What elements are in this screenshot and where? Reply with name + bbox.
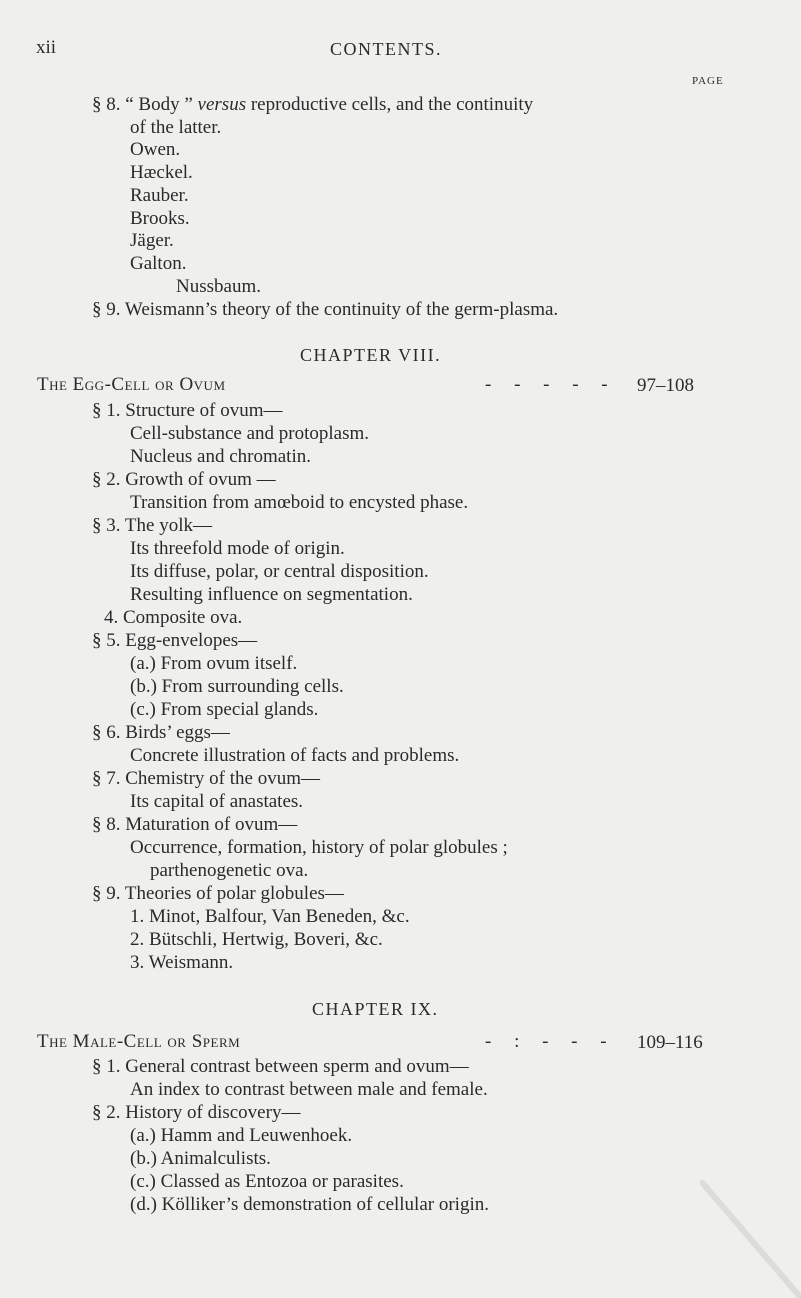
- dot-leader: - : - - -: [485, 1031, 607, 1052]
- section-entry: [92, 516, 212, 535]
- section-entry: [92, 769, 320, 788]
- section-title-rest: reproductive cells, and the continuity: [250, 94, 534, 115]
- section-title: General contrast between sperm and ovum—: [125, 1056, 469, 1077]
- section-entry: [92, 631, 257, 650]
- subsection-item: Nucleus and chromatin.: [130, 446, 311, 467]
- section-title-quote: “ Body ”: [125, 94, 193, 115]
- section-entry: [92, 300, 558, 319]
- section-number: § 7.: [92, 768, 121, 789]
- page-number: xii: [36, 37, 57, 58]
- section-entry: [92, 95, 533, 114]
- subsection-item: (b.) From surrounding cells.: [130, 676, 344, 697]
- section-title: Egg-envelopes—: [125, 630, 258, 651]
- section-title: History of discovery—: [125, 1102, 301, 1123]
- name-item: Jäger.: [130, 230, 174, 251]
- section-entry: [92, 723, 230, 742]
- section-entry: [92, 470, 276, 489]
- section-number: § 1.: [92, 400, 121, 421]
- section-entry: [92, 884, 344, 903]
- subsection-item: An index to contrast between male and female.: [130, 1079, 488, 1100]
- subsection-item: parthenogenetic ova.: [150, 860, 309, 881]
- section-number: § 6.: [92, 722, 121, 743]
- subsection-item: (b.) Animalculists.: [130, 1148, 271, 1169]
- section-number: § 3.: [92, 515, 121, 536]
- section-title: Theories of polar globules—: [124, 883, 344, 904]
- section-continuation: of the latter.: [130, 117, 222, 138]
- chapter-title: The Male-Cell or Sperm: [37, 1031, 241, 1052]
- subsection-item: (d.) Kölliker’s demonstration of cellular origin.: [130, 1194, 489, 1215]
- section-number: § 5.: [92, 630, 121, 651]
- name-item: Hæckel.: [130, 162, 193, 183]
- section-title: Structure of ovum—: [125, 400, 283, 421]
- name-item: Owen.: [130, 139, 181, 160]
- subsection-item: (a.) From ovum itself.: [130, 653, 298, 674]
- chapter-heading: CHAPTER IX.: [312, 999, 439, 1019]
- section-number: § 8.: [92, 94, 121, 115]
- dot-leader: - - - - -: [485, 374, 608, 395]
- subsection-item: Its capital of anastates.: [130, 791, 304, 812]
- chapter-title: The Egg-Cell or Ovum: [37, 374, 226, 395]
- section-number: § 2.: [92, 469, 121, 490]
- scan-shadow-line: [700, 1180, 801, 1298]
- subsection-item: Resulting influence on segmentation.: [130, 584, 413, 605]
- section-number: § 1.: [92, 1056, 121, 1077]
- section-title: Growth of ovum —: [125, 469, 276, 490]
- section-entry: [92, 1103, 300, 1122]
- running-title: CONTENTS.: [330, 39, 442, 59]
- subsection-item: (c.) From special glands.: [130, 699, 319, 720]
- section-entry: [92, 815, 297, 834]
- section-entry: [104, 608, 242, 627]
- subsection-item: Its diffuse, polar, or central disposition.: [130, 561, 429, 582]
- page-range: 97–108: [637, 375, 694, 396]
- section-title: The yolk—: [124, 515, 212, 536]
- scan-shadow: [700, 1180, 801, 1298]
- section-title: Birds’ eggs—: [125, 722, 230, 743]
- page-range: 109–116: [637, 1032, 703, 1053]
- page-column-label: PAGE: [692, 75, 724, 87]
- subsection-item: Its threefold mode of origin.: [130, 538, 345, 559]
- section-number: § 2.: [92, 1102, 121, 1123]
- section-entry: [92, 1057, 469, 1076]
- name-item: Brooks.: [130, 208, 190, 229]
- subsection-item: (a.) Hamm and Leuwenhoek.: [130, 1125, 353, 1146]
- subsection-item: Concrete illustration of facts and problems.: [130, 745, 460, 766]
- section-title-italic: versus: [197, 94, 247, 115]
- section-title: Chemistry of the ovum—: [125, 768, 320, 789]
- section-title: Weismann’s theory of the continuity of the germ-plasma.: [124, 299, 559, 320]
- section-number: § 9.: [92, 883, 121, 904]
- section-entry: [92, 401, 283, 420]
- subsection-item: 3. Weismann.: [130, 952, 234, 973]
- subsection-item: 1. Minot, Balfour, Van Beneden, &c.: [130, 906, 410, 927]
- subsection-item: 2. Bütschli, Hertwig, Boveri, &c.: [130, 929, 383, 950]
- subsection-item: (c.) Classed as Entozoa or parasites.: [130, 1171, 404, 1192]
- section-title: Composite ova.: [123, 607, 243, 628]
- section-number: § 8.: [92, 814, 121, 835]
- subsection-item: Cell-substance and protoplasm.: [130, 423, 370, 444]
- name-item: Galton.: [130, 253, 187, 274]
- section-number: § 9.: [92, 299, 121, 320]
- name-item: Nussbaum.: [176, 276, 261, 297]
- name-item: Rauber.: [130, 185, 189, 206]
- chapter-heading: CHAPTER VIII.: [300, 345, 442, 365]
- section-number: 4.: [104, 607, 119, 628]
- section-title: Maturation of ovum—: [125, 814, 298, 835]
- subsection-item: Transition from amœboid to encysted phase.: [130, 492, 469, 513]
- subsection-item: Occurrence, formation, history of polar globules ;: [130, 837, 508, 858]
